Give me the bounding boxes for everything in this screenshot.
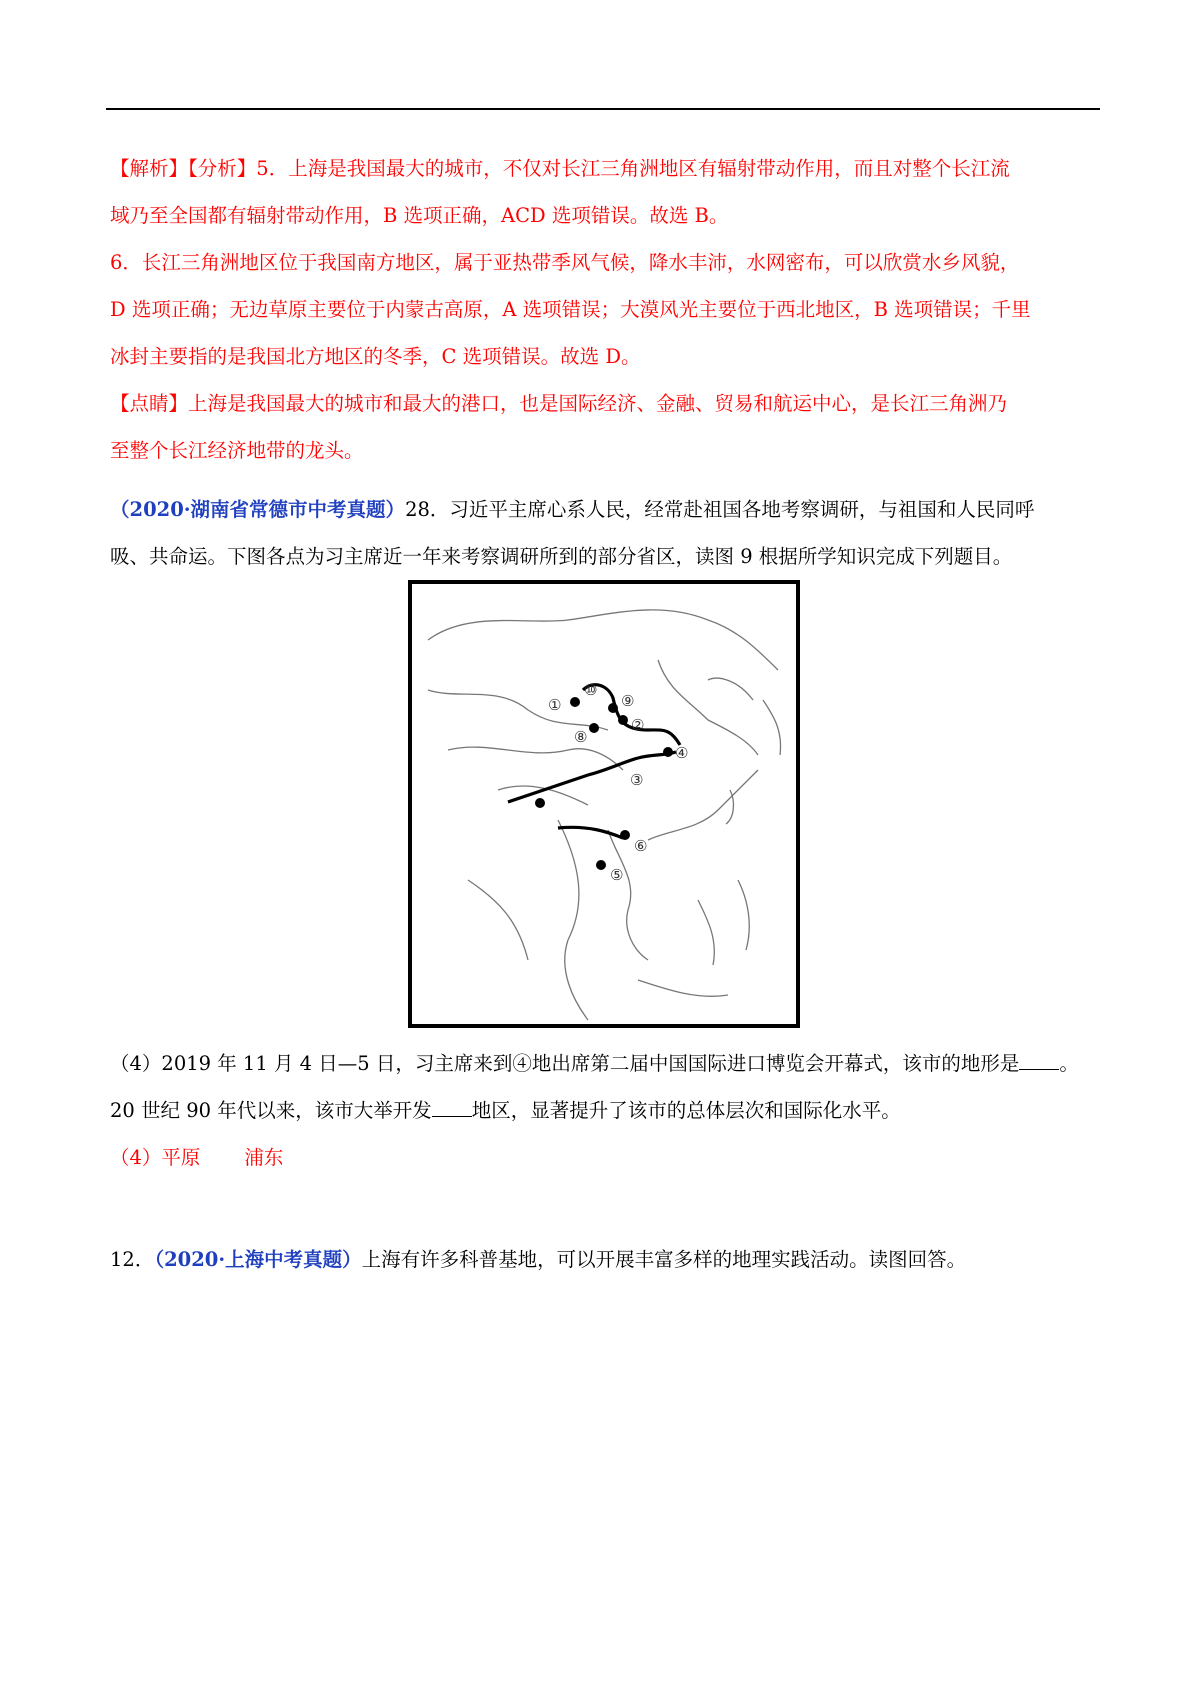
map-label-5: ⑤ — [610, 866, 624, 884]
q5-text-2: 域乃至全国都有辐射带动作用，B 选项正确，ACD 选项错误。故选 B。 — [110, 204, 729, 227]
point-8 — [589, 723, 599, 733]
map-label-9: ⑨ — [621, 692, 635, 710]
q12-text: 上海有许多科普基地，可以开展丰富多样的地理实践活动。读图回答。 — [361, 1248, 967, 1271]
map-label-10: ⑩ — [584, 681, 598, 699]
q12-source: （2020·上海中考真题） — [154, 1248, 362, 1271]
q28-sub4-text-2: 。 — [1059, 1052, 1079, 1075]
q28-sub4 — [110, 1040, 1100, 1134]
point-4 — [663, 747, 673, 757]
q6-text-1: 6．长江三角洲地区位于我国南方地区，属于亚热带季风气候，降水丰沛，水网密布，可以欣赏水乡风貌， — [110, 251, 1020, 274]
q28-text-1: 28．习近平主席心系人民，经常赴祖国各地考察调研，与祖国和人民同呼 — [405, 498, 1035, 521]
question-28 — [110, 486, 1100, 580]
map-label-4: ④ — [675, 744, 689, 762]
point-9 — [608, 703, 618, 713]
header-rule — [106, 108, 1100, 110]
point-1 — [570, 697, 580, 707]
q6-text-3: 冰封主要指的是我国北方地区的冬季，C 选项错误。故选 D。 — [110, 345, 641, 368]
q12-number: 12． — [110, 1248, 155, 1271]
q28-answer — [110, 1134, 1100, 1181]
q6-text-2: D 选项正确；无边草原主要位于内蒙古高原，A 选项错误；大漠风光主要位于西北地区，B 选项错误；千里 — [110, 298, 1031, 321]
map-label-3: ③ — [630, 771, 644, 789]
point-7 — [535, 798, 545, 808]
map-label-1: ① — [548, 696, 562, 714]
map-label-6: ⑥ — [634, 837, 648, 855]
answer-2: 浦东 — [244, 1146, 284, 1169]
tip-text-1: 上海是我国最大的城市和最大的港口，也是国际经济、金融、贸易和航运中心，是长江三角洲乃 — [188, 392, 1008, 415]
map-label-2: ② — [631, 716, 645, 734]
tag-fenxi: 【分析】 — [188, 157, 257, 180]
answer-blank-1 — [1019, 1051, 1059, 1070]
point-6 — [620, 830, 630, 840]
analysis-tip — [110, 380, 1100, 474]
map-label-8: ⑧ — [574, 728, 588, 746]
china-map-figure — [408, 580, 800, 1028]
point-5 — [596, 860, 606, 870]
tip-text-2: 至整个长江经济地带的龙头。 — [110, 439, 364, 462]
answer-1: （4）平原 — [110, 1146, 201, 1169]
q28-source: （2020·湖南省常德市中考真题） — [110, 498, 406, 521]
tag-dianjing: 【点睛】 — [110, 392, 189, 415]
answer-blank-2 — [432, 1098, 472, 1117]
question-12 — [110, 1236, 1100, 1283]
q5-text-1: 5．上海是我国最大的城市，不仅对长江三角洲地区有辐射带动作用，而且对整个长江流 — [256, 157, 1010, 180]
tag-jiexi: 【解析】 — [110, 157, 189, 180]
analysis-q5-line1 — [110, 145, 1100, 192]
q28-text-2: 吸、共命运。下图各点为习主席近一年来考察调研所到的部分省区，读图 9 根据所学知识完成下列题目。 — [110, 545, 1013, 568]
q28-sub4-text-1: （4）2019 年 11 月 4 日—5 日，习主席来到④地出席第二届中国国际进口博览会开幕式，该市的地形是 — [110, 1052, 1020, 1075]
map-frame — [410, 582, 798, 1026]
q28-sub4-line2-2: 地区，显著提升了该市的总体层次和国际化水平。 — [471, 1099, 901, 1122]
point-2 — [618, 715, 628, 725]
analysis-q6 — [110, 239, 1100, 380]
q28-sub4-line2-1: 20 世纪 90 年代以来，该市大举开发 — [110, 1099, 432, 1122]
analysis-q5 — [110, 145, 1100, 239]
